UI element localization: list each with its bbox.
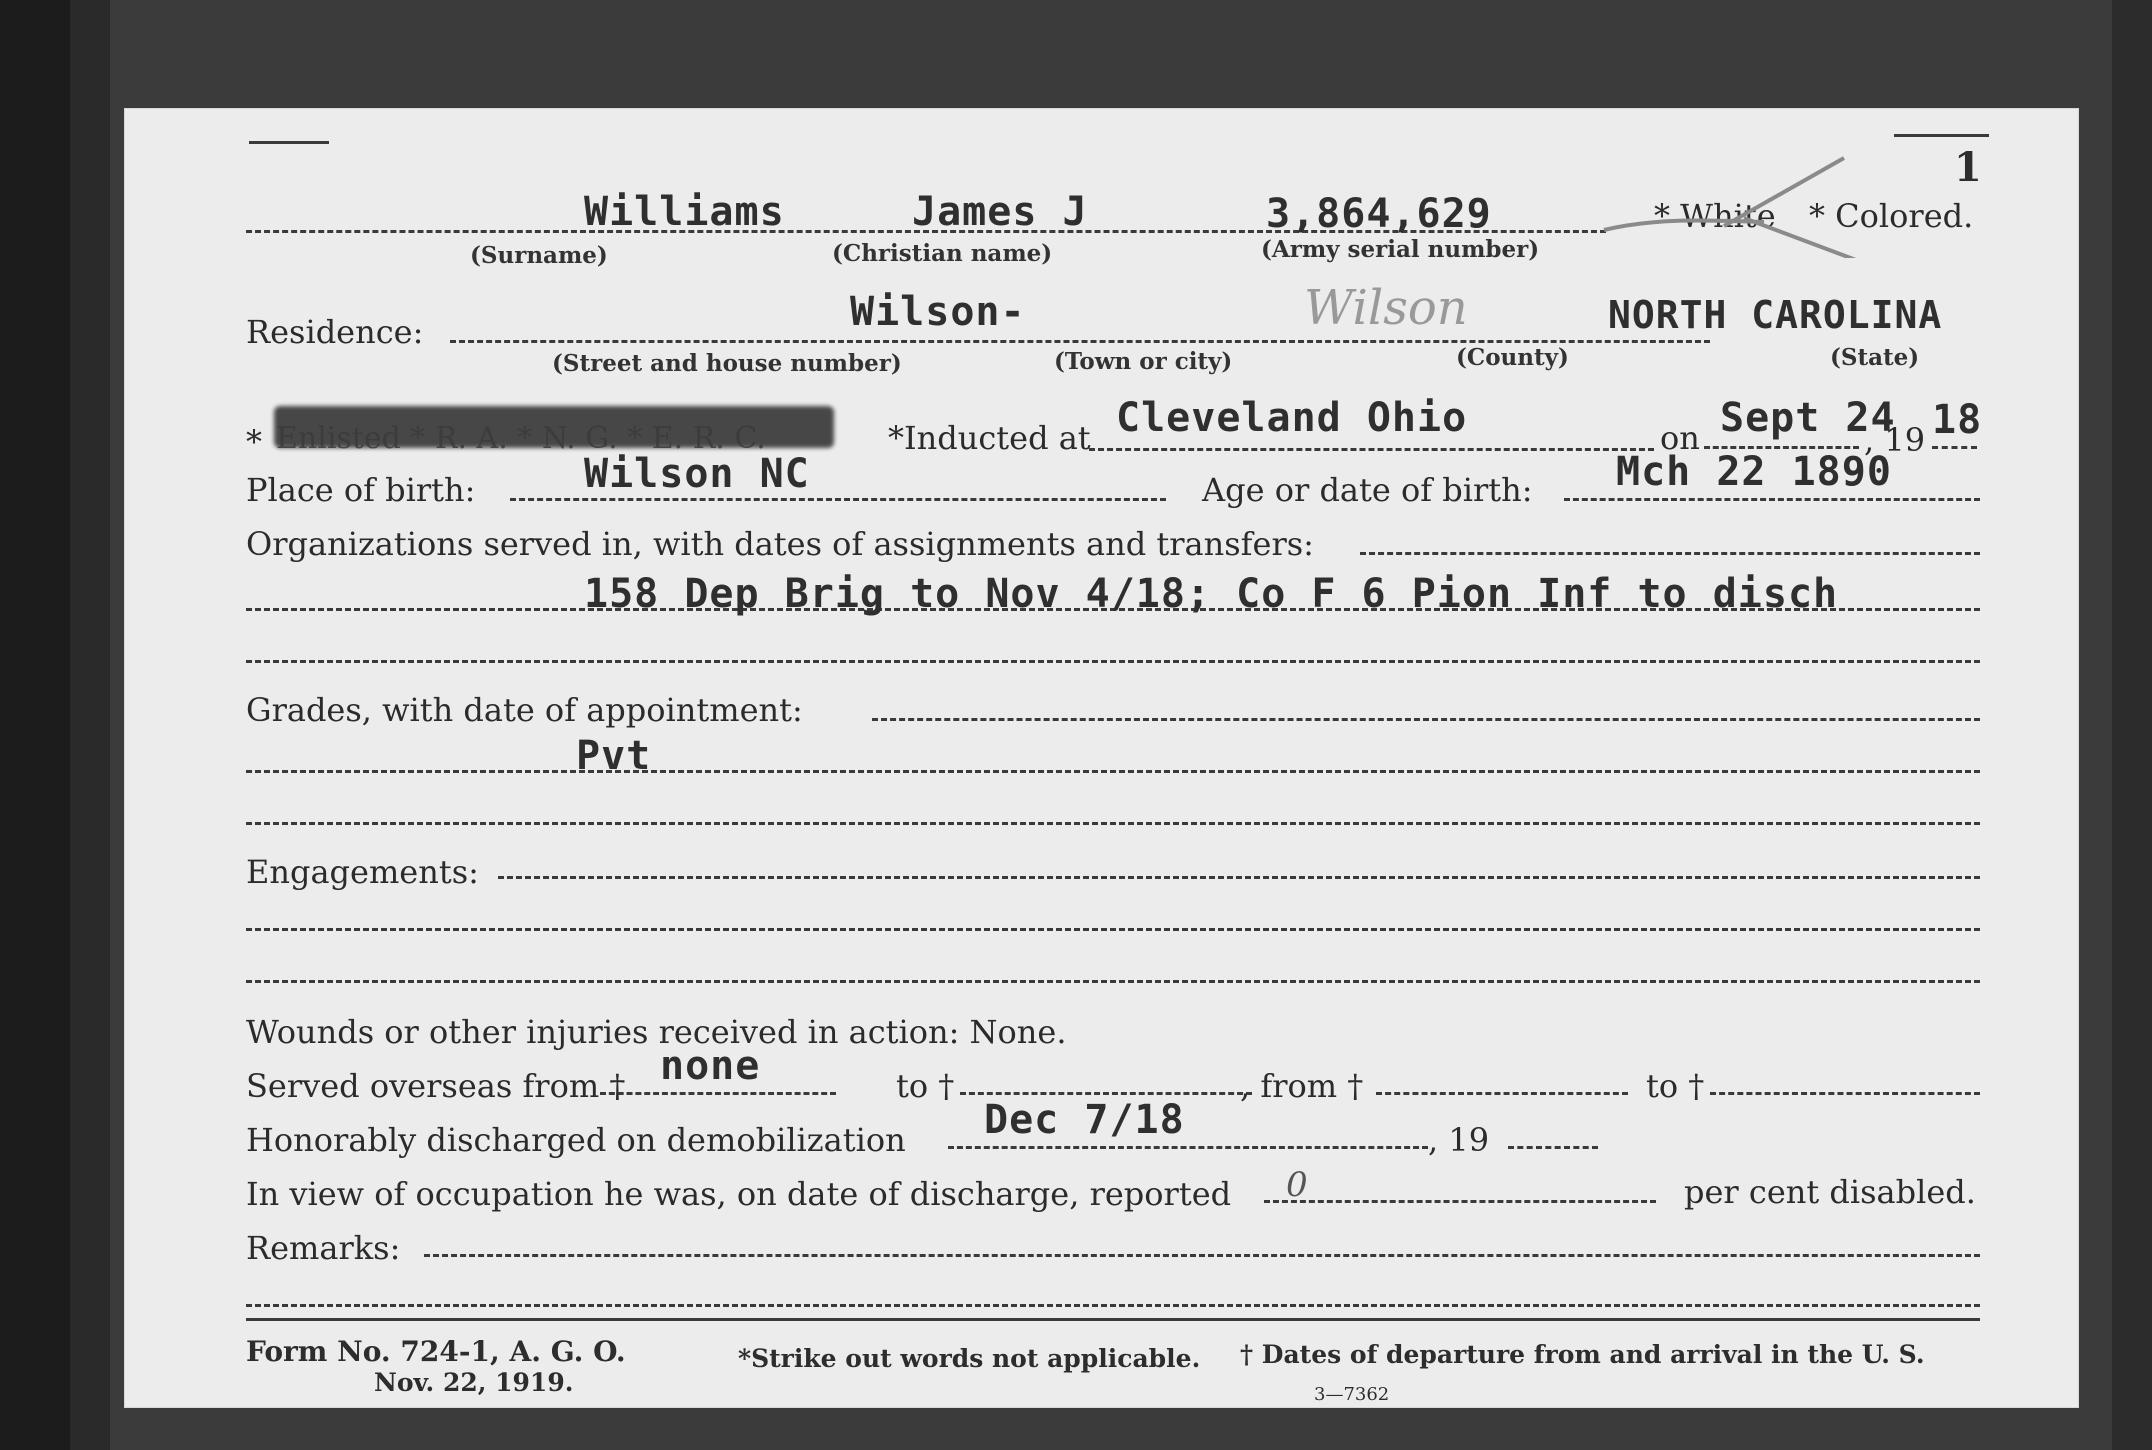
overseas-to-rule-1 — [960, 1092, 1252, 1095]
caption-christian-name: (Christian name) — [832, 240, 1053, 267]
corner-rule-right — [1894, 134, 1989, 137]
form-number: Form No. 724-1, A. G. O. — [246, 1335, 626, 1368]
grades-rule-2 — [246, 770, 1980, 773]
birth-place-value: Wilson NC — [584, 451, 810, 497]
overseas-from-value: none — [660, 1043, 761, 1089]
inducted-rule — [1089, 448, 1654, 451]
overseas-from-rule — [600, 1092, 836, 1095]
organizations-rule-1 — [1360, 552, 1980, 555]
strike-note: *Strike out words not applicable. — [738, 1344, 1201, 1373]
birth-date-label: Age or date of birth: — [1202, 471, 1533, 509]
serial-number-value: 3,864,629 — [1266, 191, 1492, 237]
enlisted-redaction — [274, 406, 834, 448]
discharge-label: Honorably discharged on demobilization — [246, 1121, 906, 1159]
inducted-year-value: 18 — [1932, 397, 1983, 443]
organizations-rule-3 — [246, 660, 1980, 663]
inducted-year-prefix: , 19 — [1864, 421, 1926, 459]
scan-border-right — [2112, 0, 2152, 1450]
residence-town-value: Wilson- — [850, 289, 1026, 335]
grades-label: Grades, with date of appointment: — [246, 691, 803, 729]
inducted-place-value: Cleveland Ohio — [1116, 395, 1468, 441]
inducted-label: *Inducted at — [888, 419, 1091, 457]
overseas-label: Served overseas from † — [246, 1067, 626, 1105]
birth-date-rule — [1564, 498, 1980, 501]
remarks-rule-1 — [424, 1254, 1980, 1257]
discharge-date-value: Dec 7/18 — [984, 1097, 1185, 1143]
form-date: Nov. 22, 1919. — [374, 1368, 574, 1397]
caption-street: (Street and house number) — [552, 350, 902, 377]
organizations-label: Organizations served in, with dates of assignments and transfers: — [246, 525, 1314, 563]
discharge-year-prefix: , 19 — [1428, 1121, 1490, 1159]
grades-rule-1 — [872, 718, 1980, 721]
birth-place-label: Place of birth: — [246, 471, 476, 509]
race-colored-option: * Colored. — [1809, 197, 1974, 235]
discharge-year-rule — [1508, 1146, 1598, 1149]
disability-suffix: per cent disabled. — [1684, 1173, 1976, 1211]
overseas-to-label-2: to † — [1646, 1067, 1705, 1105]
scan-border-left — [0, 0, 70, 1450]
caption-state: (State) — [1830, 344, 1920, 371]
organizations-value: 158 Dep Brig to Nov 4/18; Co F 6 Pion Inf to disch — [584, 571, 1839, 617]
grades-value: Pvt — [576, 733, 652, 779]
engagements-rule-1 — [498, 876, 1980, 879]
engagements-label: Engagements: — [246, 853, 479, 891]
disability-value: 0 — [1286, 1165, 1308, 1205]
caption-surname: (Surname) — [470, 242, 608, 269]
disability-rule — [1264, 1200, 1656, 1203]
birth-date-value: Mch 22 1890 — [1616, 449, 1892, 495]
inducted-on-label: on — [1660, 419, 1700, 457]
residence-label: Residence: — [246, 313, 424, 351]
print-code: 3—7362 — [1314, 1384, 1390, 1405]
inducted-date-value: Sept 24 — [1720, 395, 1896, 441]
engagements-rule-2 — [246, 928, 1980, 931]
birth-place-rule — [510, 498, 1166, 501]
overseas-from-rule-2 — [1376, 1092, 1628, 1095]
residence-county-value: Wilson — [1304, 280, 1468, 336]
service-record-card — [124, 108, 2079, 1408]
residence-state-value: NORTH CAROLINA — [1608, 293, 1943, 337]
caption-county: (County) — [1456, 344, 1569, 371]
grades-rule-3 — [246, 822, 1980, 825]
residence-rule — [450, 340, 1710, 343]
engagements-rule-3 — [246, 980, 1980, 983]
overseas-to-rule-2 — [1710, 1092, 1980, 1095]
overseas-to-label-1: to † — [896, 1067, 955, 1105]
remarks-rule-2 — [246, 1304, 1980, 1307]
race-white-option: * White — [1654, 197, 1776, 235]
card-number: 1 — [1954, 144, 1982, 191]
scan-border-left-inner — [70, 0, 110, 1450]
overseas-from-label-2: , from † — [1240, 1067, 1364, 1105]
inducted-year-rule — [1932, 446, 1977, 449]
caption-serial-number: (Army serial number) — [1261, 236, 1540, 263]
christian-name-value: James J — [912, 189, 1088, 235]
dates-note: † Dates of departure from and arrival in the U. S. — [1240, 1340, 1925, 1369]
disability-label: In view of occupation he was, on date of discharge, reported — [246, 1175, 1232, 1213]
corner-rule-left — [249, 141, 329, 144]
discharge-date-rule — [948, 1146, 1428, 1149]
surname-value: Williams — [584, 189, 785, 235]
wounds-text: Wounds or other injuries received in action: None. — [246, 1013, 1067, 1051]
caption-town: (Town or city) — [1054, 348, 1233, 375]
remarks-label: Remarks: — [246, 1229, 401, 1267]
footer-rule — [246, 1318, 1980, 1321]
induction-star: * — [246, 423, 262, 461]
race-strike-mark — [1594, 148, 1874, 258]
